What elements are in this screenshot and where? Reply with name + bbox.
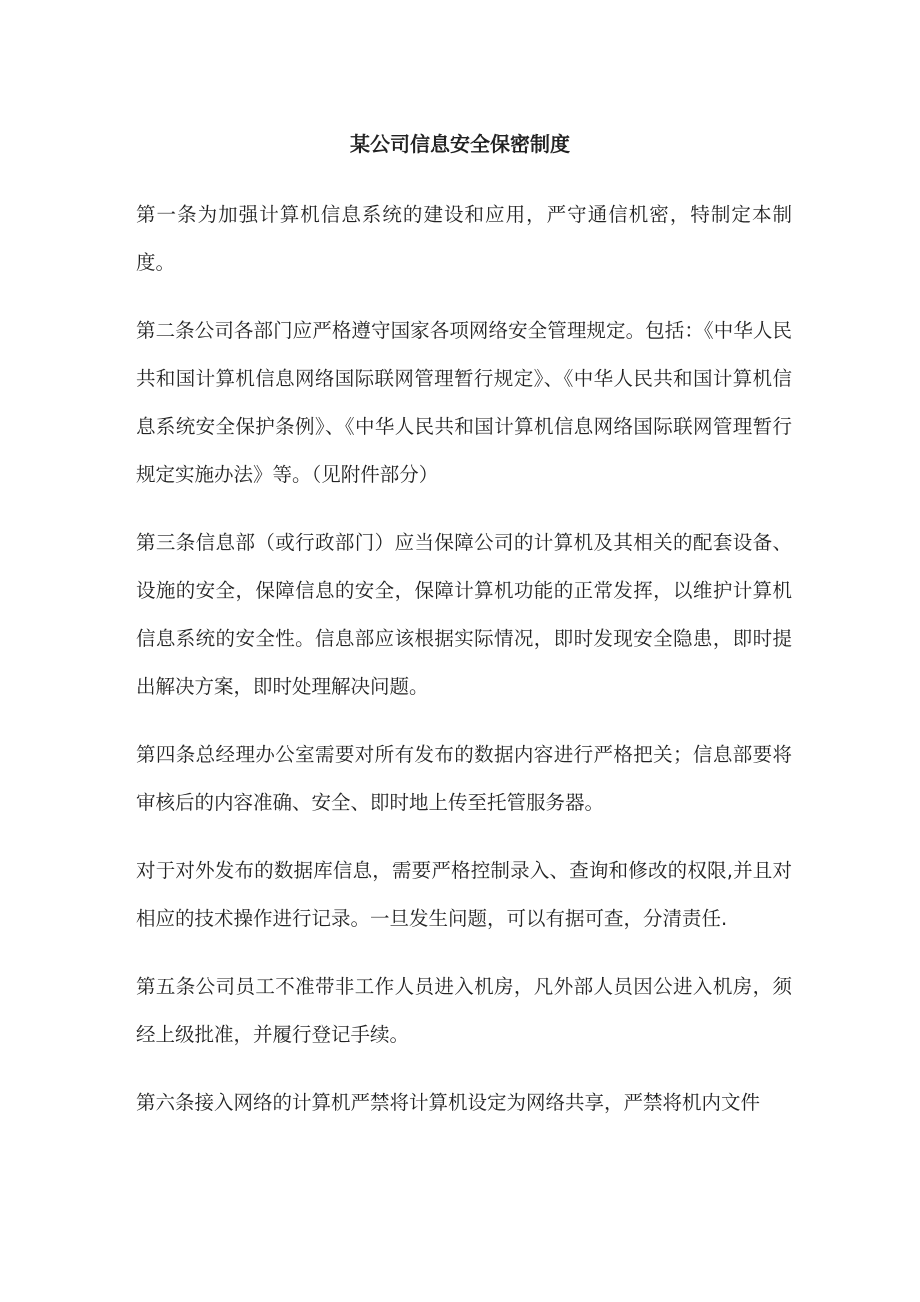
paragraph-article-5: 第五条公司员工不准带非工作人员进入机房，凡外部人员因公进入机房，须经上级批准，并履行登记手续。 — [136, 975, 792, 1046]
document-title: 某公司信息安全保密制度 — [350, 132, 570, 156]
paragraph-article-1: 第一条为加强计算机信息系统的建设和应用，严守通信机密，特制定本制度。 — [136, 203, 792, 274]
paragraph-article-6: 第六条接入网络的计算机严禁将计算机设定为网络共享，严禁将机内文件 — [136, 1091, 761, 1114]
document-body — [136, 191, 792, 1147]
paragraph-database-info: 对于对外发布的数据库信息，需要严格控制录入、查询和修改的权限,并且对相应的技术操作进行记录。一旦发生问题，可以有据可查，分清责任. — [136, 859, 792, 930]
paragraph-article-2: 第二条公司各部门应严格遵守国家各项网络安全管理规定。包括：《中华人民共和国计算机信息网络国际联网管理暂行规定》、《中华人民共和国计算机信息系统安全保护条例》、《中华人民共和国计算机信息网络国际联网管理暂行规定实施办法》等。（见附件部分） — [136, 319, 792, 486]
paragraph-article-3: 第三条信息部（或行政部门）应当保障公司的计算机及其相关的配套设备、设施的安全，保障信息的安全，保障计算机功能的正常发挥，以维护计算机信息系统的安全性。信息部应该根据实际情况，即时发现安全隐患，即时提出解决方案，即时处理解决问题。 — [136, 531, 792, 698]
paragraph-article-4: 第四条总经理办公室需要对所有发布的数据内容进行严格把关；信息部要将审核后的内容准确、安全、即时地上传至托管服务器。 — [136, 743, 792, 814]
